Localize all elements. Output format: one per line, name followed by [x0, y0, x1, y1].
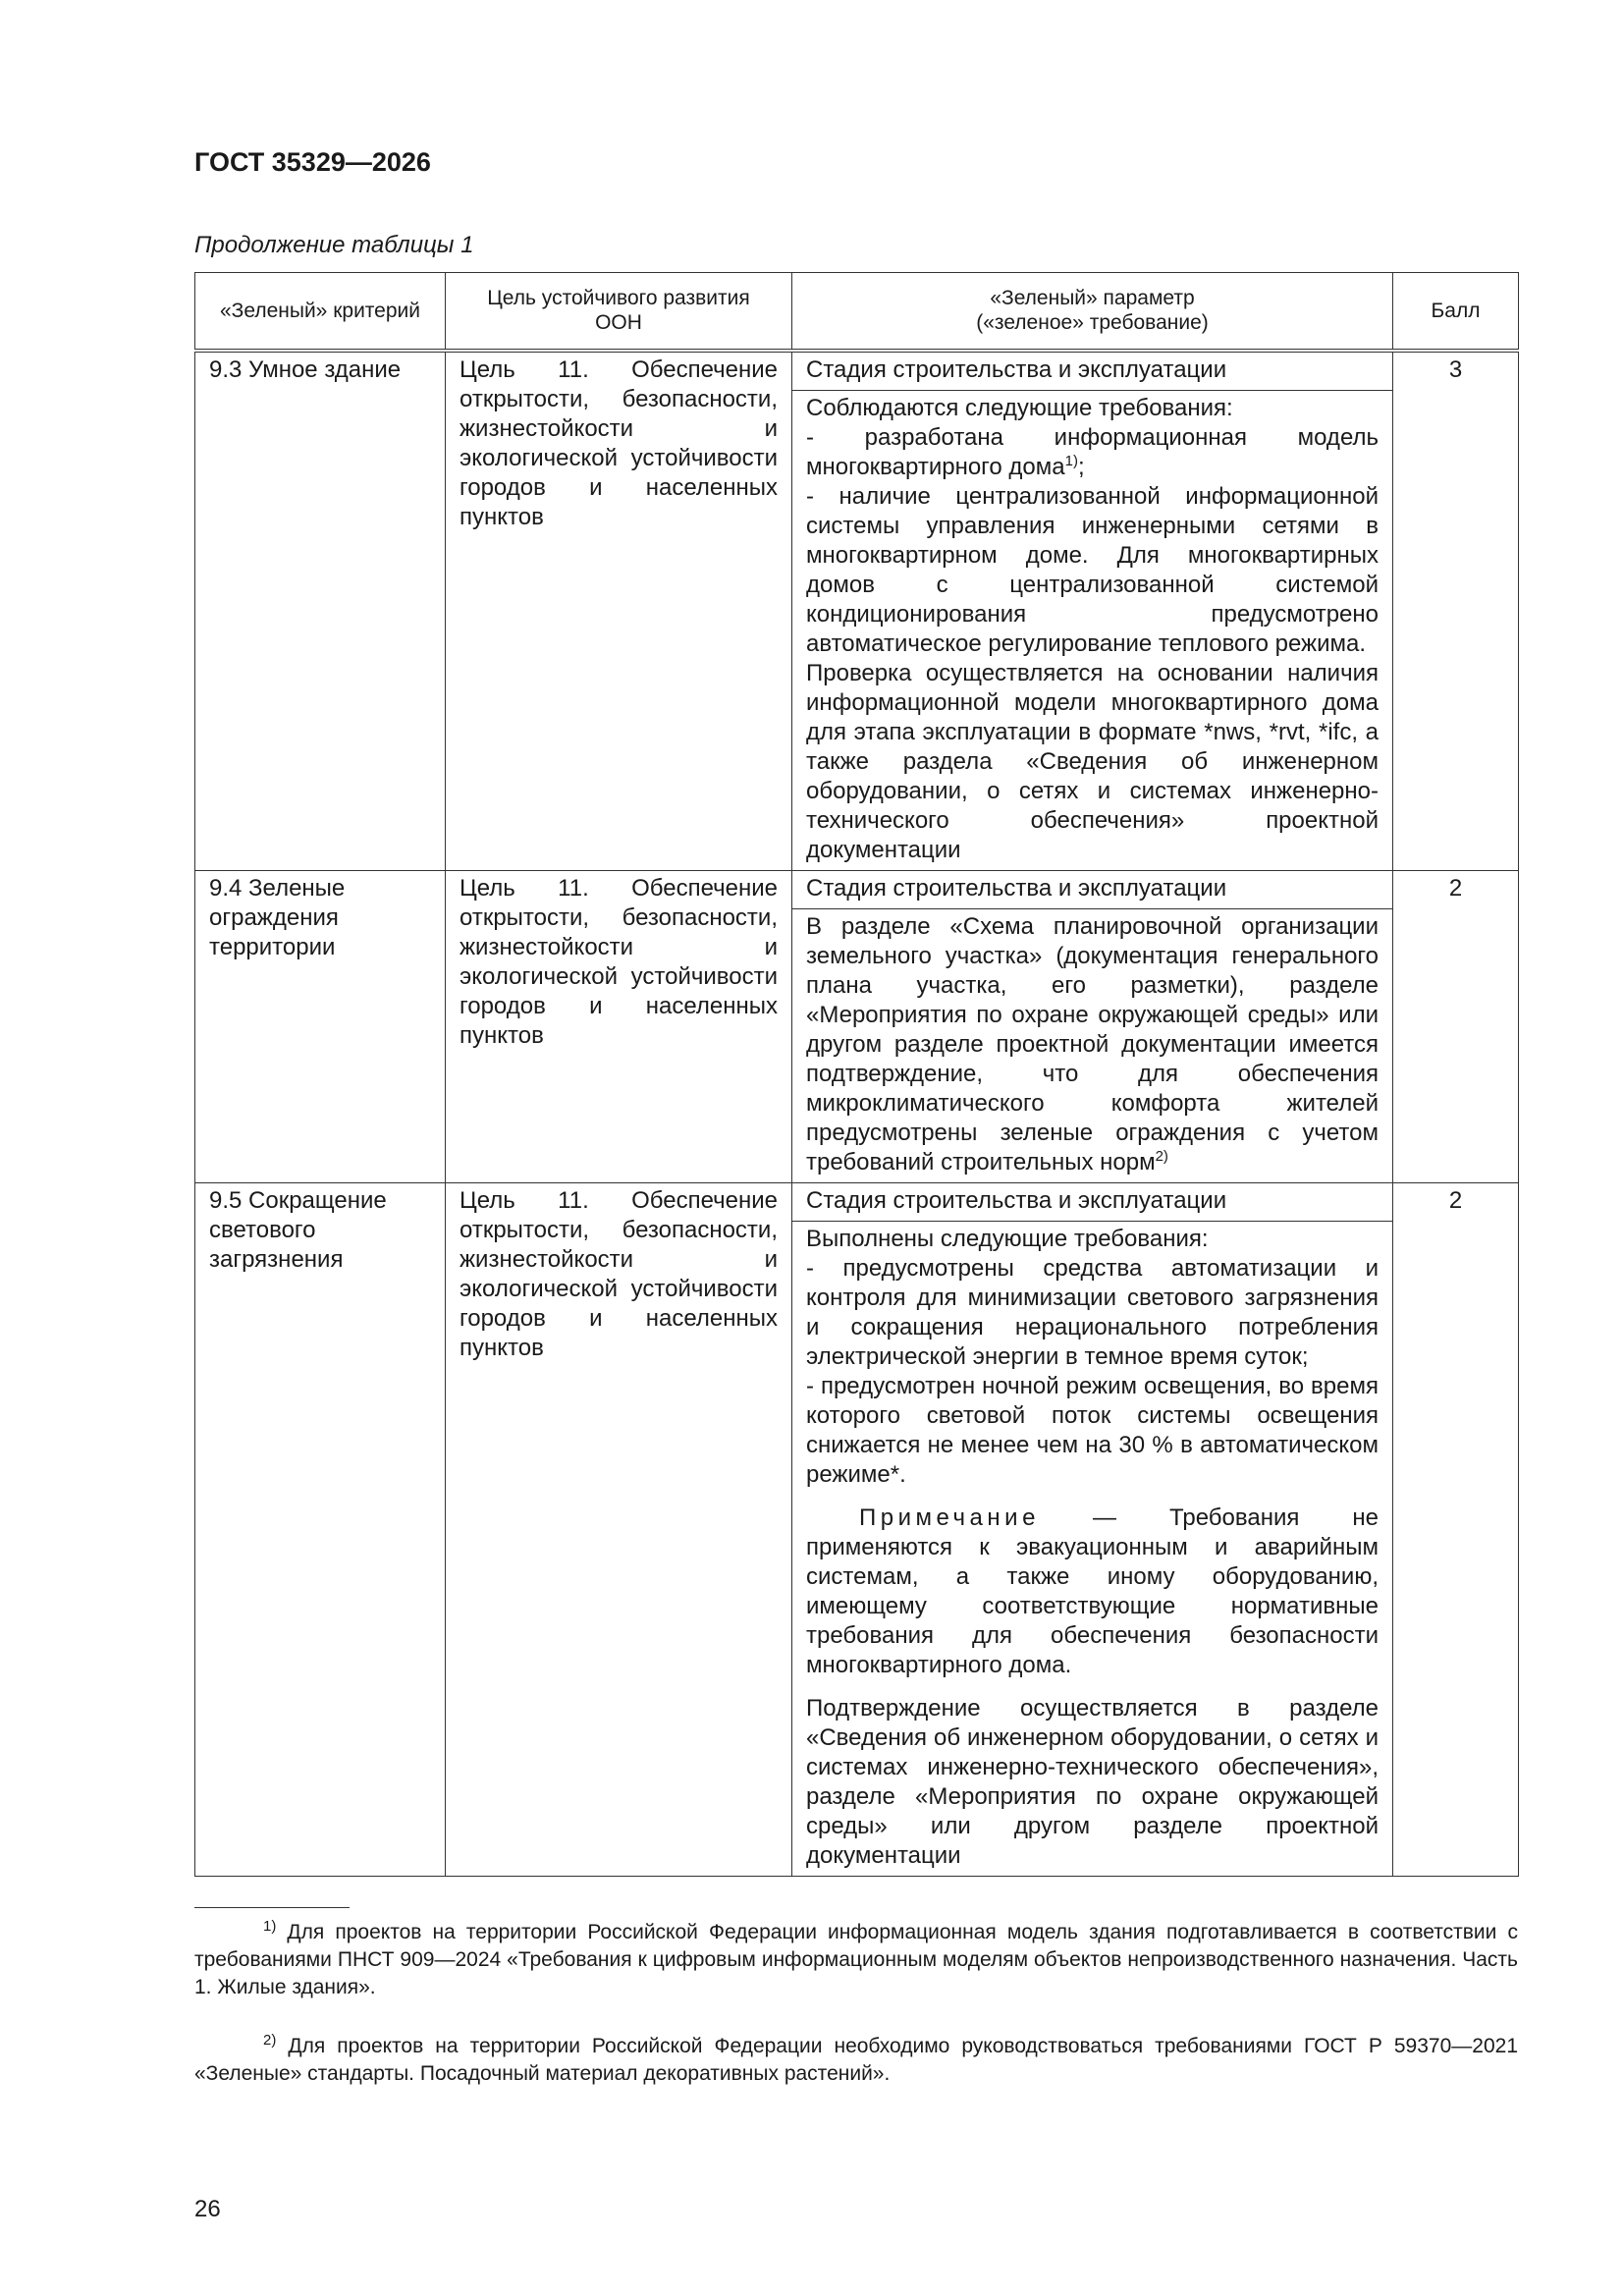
- requirements-intro: Выполнены следующие требования:: [806, 1226, 1209, 1252]
- requirements-block: [792, 390, 1392, 870]
- parameter-cell: [792, 351, 1393, 871]
- footnote-ref: 2): [1155, 1148, 1168, 1165]
- goal-cell: Цель 11. Обеспечение открытости, безопасности, жизнестойкости и экологической устойчивости городов и населенных пунктов: [446, 871, 792, 1183]
- requirement-item: - наличие централизованной информационной системы управления инженерными сетями в многоквартирном доме. Для многоквартирных домов с централизованной системой кондиционирования предусмотрено автоматическое регулирование теплового режима.: [806, 483, 1379, 657]
- score-cell: 2: [1393, 871, 1519, 1183]
- column-header-parameter: «Зеленый» параметр («зеленое» требование): [792, 273, 1393, 352]
- requirements-intro: Соблюдаются следующие требования:: [806, 395, 1233, 421]
- footnote-mark: 1): [263, 1918, 277, 1935]
- footnote-1: $^{1)}$ Для проектов на территории Российской Федерации информационная модель здания подготавливается в соответствии с требованиями ПНСТ 909—2024 «Требования к цифровым информационным моделям объектов непроизводственного назначения. Часть 1. Жилые здания».: [194, 1918, 1518, 1998]
- parameter-cell: [792, 871, 1393, 1183]
- footnote-divider: [194, 1907, 350, 1908]
- table-caption: Продолжение таблицы 1: [194, 232, 474, 258]
- requirements-block: В разделе «Схема планировочной организации земельного участка» (документация генерального плана участка, его разметки), разделе «Мероприятия по охране окружающей среды» или другом разделе проектной документации имеется подтверждение, что для обеспечения микроклиматического комфорта жителей предусмотрены зеленые ограждения с учетом требований строительных норм$^{2)}$: [792, 908, 1392, 1182]
- stage-label: Стадия строительства и эксплуатации: [806, 356, 1227, 383]
- stage-label: Стадия строительства и эксплуатации: [806, 875, 1227, 902]
- criteria-table: [194, 272, 1519, 1877]
- goal-cell: Цель 11. Обеспечение открытости, безопасности, жизнестойкости и экологической устойчивости городов и населенных пунктов: [446, 1183, 792, 1877]
- footnote-ref: 1): [1064, 453, 1078, 469]
- column-header-goal: Цель устойчивого развития ООН: [446, 273, 792, 352]
- criterion-cell: 9.4 Зеленые ограждения территории: [195, 871, 446, 1183]
- column-header-score: Балл: [1393, 273, 1519, 352]
- requirements-block: [792, 1221, 1392, 1876]
- score-cell: 3: [1393, 351, 1519, 871]
- footnote-2: $^{2)}$ Для проектов на территории Российской Федерации необходимо руководствоваться требованиями ГОСТ Р 59370—2021 «Зеленые» стандарты. Посадочный материал декоративных растений».: [194, 2032, 1518, 2085]
- verification-text: Проверка осуществляется на основании наличия информационной модели многоквартирного дома для этапа эксплуатации в формате *nws, *rvt, *ifc, а также раздела «Сведения об инженерном оборудовании, о сетях и системах инженерно-технического обеспечения» проектной документации: [806, 660, 1379, 863]
- requirement-item: - предусмотрен ночной режим освещения, во время которого световой поток системы освещения снижается не менее чем на 30 % в автоматическом режиме*.: [806, 1373, 1379, 1488]
- goal-cell: Цель 11. Обеспечение открытости, безопасности, жизнестойкости и экологической устойчивости городов и населенных пунктов: [446, 351, 792, 871]
- note-label: Примечание: [859, 1504, 1040, 1531]
- footnote-mark: 2): [263, 2032, 277, 2049]
- column-header-criterion: «Зеленый» критерий: [195, 273, 446, 352]
- page-number: 26: [194, 2196, 221, 2222]
- table-header-row: [195, 273, 1519, 352]
- criterion-cell: 9.5 Сокращение светового загрязнения: [195, 1183, 446, 1877]
- stage-label: Стадия строительства и эксплуатации: [806, 1187, 1227, 1214]
- criterion-cell: 9.3 Умное здание: [195, 351, 446, 871]
- score-cell: 2: [1393, 1183, 1519, 1877]
- requirement-item: - разработана информационная модель многоквартирного дома$^{1)}$;: [806, 424, 1379, 480]
- note-paragraph: Примечание — Требования не применяются к эвакуационным и аварийным системам, а также иному оборудованию, имеющему соответствующие нормативные требования для обеспечения безопасности многоквартирного дома.: [806, 1504, 1379, 1678]
- table-row: [195, 1183, 1519, 1877]
- requirement-item: - предусмотрены средства автоматизации и контроля для минимизации светового загрязнения и сокращения нерационального потребления электрической энергии в темное время суток;: [806, 1255, 1379, 1370]
- document-id: ГОСТ 35329—2026: [194, 147, 431, 177]
- table-row: [195, 351, 1519, 871]
- confirmation-text: Подтверждение осуществляется в разделе «Сведения об инженерном оборудовании, о сетях и системах инженерно-технического обеспечения», разделе «Мероприятия по охране окружающей среды» или другом разделе проектной документации: [806, 1695, 1379, 1869]
- parameter-cell: [792, 1183, 1393, 1877]
- table-row: [195, 871, 1519, 1183]
